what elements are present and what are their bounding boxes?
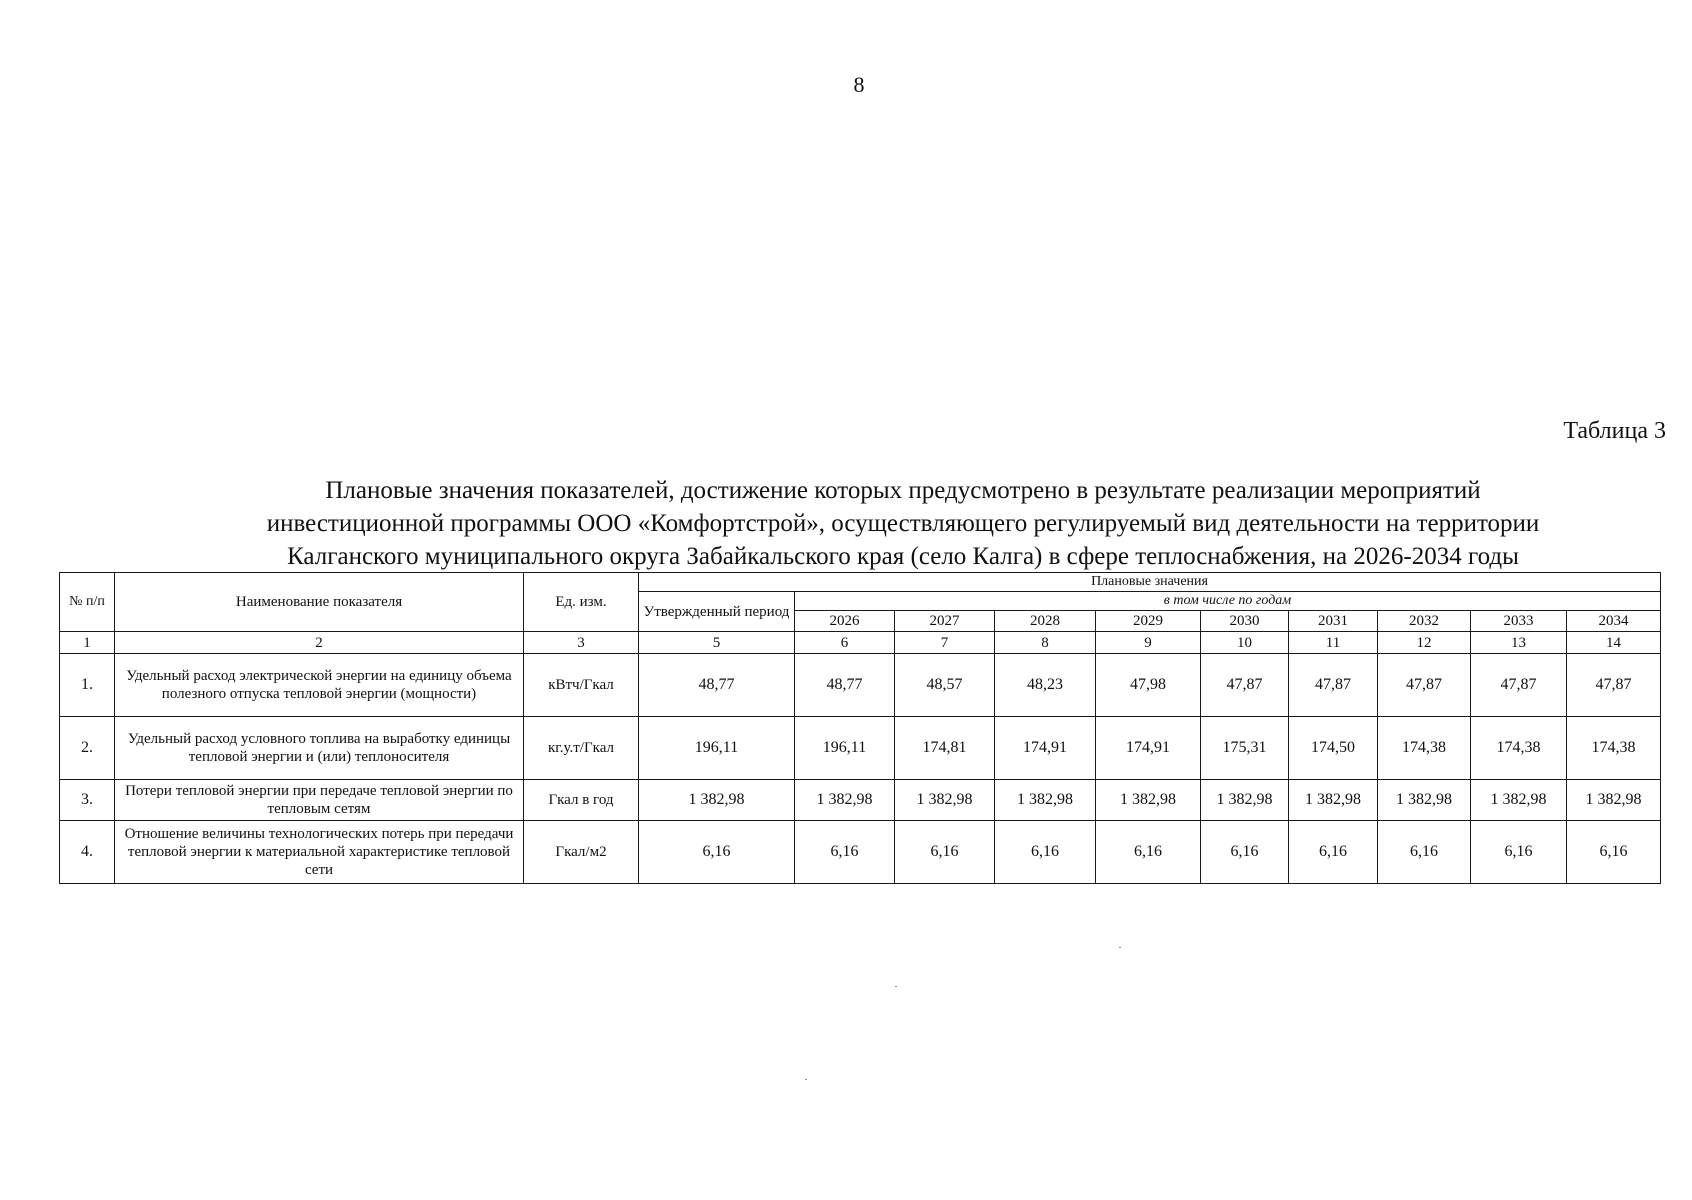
row-num: 1.: [60, 654, 115, 717]
column-number: 1: [60, 632, 115, 654]
indicator-name: Удельный расход электрической энергии на единицу объема полезного отпуска тепловой энергии (мощности): [115, 654, 524, 717]
year-value: 47,98: [1096, 654, 1201, 717]
year-value: 1 382,98: [795, 780, 895, 821]
year-value: 6,16: [1471, 821, 1567, 884]
year-value: 48,77: [795, 654, 895, 717]
table-row: [60, 654, 1661, 717]
year-value: 6,16: [1289, 821, 1378, 884]
year-value: 6,16: [1201, 821, 1289, 884]
header-year: 2030: [1201, 611, 1289, 632]
approved-value: 48,77: [639, 654, 795, 717]
table-label: Таблица 3: [1563, 418, 1666, 444]
year-value: 1 382,98: [995, 780, 1096, 821]
year-value: 6,16: [1096, 821, 1201, 884]
indicator-name: Удельный расход условного топлива на выработку единицы тепловой энергии и (или) теплоносителя: [115, 717, 524, 780]
year-value: 174,38: [1471, 717, 1567, 780]
year-value: 47,87: [1567, 654, 1661, 717]
row-num: 2.: [60, 717, 115, 780]
indicator-name: Отношение величины технологических потерь при передачи тепловой энергии к материальной характеристике тепловой сети: [115, 821, 524, 884]
row-num: 4.: [60, 821, 115, 884]
year-value: 47,87: [1378, 654, 1471, 717]
approved-value: 196,11: [639, 717, 795, 780]
indicator-unit: кг.у.т/Гкал: [524, 717, 639, 780]
year-value: 174,91: [1096, 717, 1201, 780]
column-number: 3: [524, 632, 639, 654]
approved-value: 6,16: [639, 821, 795, 884]
year-value: 1 382,98: [1567, 780, 1661, 821]
header-year: 2032: [1378, 611, 1471, 632]
header-year: 2027: [895, 611, 995, 632]
header-year: 2031: [1289, 611, 1378, 632]
header-unit: Ед. изм.: [524, 573, 639, 632]
year-value: 1 382,98: [1201, 780, 1289, 821]
page-number: 8: [853, 72, 865, 97]
column-number: 12: [1378, 632, 1471, 654]
year-value: 1 382,98: [1378, 780, 1471, 821]
year-value: 47,87: [1289, 654, 1378, 717]
column-number: 2: [115, 632, 524, 654]
header-year: 2033: [1471, 611, 1567, 632]
year-value: 174,38: [1378, 717, 1471, 780]
indicator-name: Потери тепловой энергии при передаче тепловой энергии по тепловым сетям: [115, 780, 524, 821]
header-approved: Утвержденный период: [639, 592, 795, 632]
year-value: 1 382,98: [1289, 780, 1378, 821]
column-number: 8: [995, 632, 1096, 654]
table-row: [60, 717, 1661, 780]
column-number: 6: [795, 632, 895, 654]
header-year: 2028: [995, 611, 1096, 632]
header-row: [60, 573, 1661, 592]
year-value: 47,87: [1471, 654, 1567, 717]
header-planned: Плановые значения: [639, 573, 1661, 592]
indicator-unit: Гкал/м2: [524, 821, 639, 884]
year-value: 1 382,98: [1096, 780, 1201, 821]
year-value: 1 382,98: [1471, 780, 1567, 821]
row-num: 3.: [60, 780, 115, 821]
header-by-years: в том числе по годам: [795, 592, 1661, 611]
header-year: 2029: [1096, 611, 1201, 632]
header-year: 2034: [1567, 611, 1661, 632]
title-line: Плановые значения показателей, достижение которых предусмотрено в результате реализации мероприятий: [325, 477, 1481, 504]
indicators-table: [59, 572, 1661, 884]
indicator-unit: кВтч/Гкал: [524, 654, 639, 717]
table-row: [60, 821, 1661, 884]
header-year: 2026: [795, 611, 895, 632]
year-value: 6,16: [1567, 821, 1661, 884]
year-value: 196,11: [795, 717, 895, 780]
document-title: [182, 474, 1624, 573]
year-value: 48,57: [895, 654, 995, 717]
year-value: 174,50: [1289, 717, 1378, 780]
year-value: 48,23: [995, 654, 1096, 717]
column-numbers-row: [60, 632, 1661, 654]
column-number: 10: [1201, 632, 1289, 654]
year-value: 174,91: [995, 717, 1096, 780]
header-num: № п/п: [60, 573, 115, 632]
year-value: 6,16: [895, 821, 995, 884]
column-number: 13: [1471, 632, 1567, 654]
column-number: 14: [1567, 632, 1661, 654]
year-value: 175,31: [1201, 717, 1289, 780]
title-line: инвестиционной программы ООО «Комфортстрой», осуществляющего регулируемый вид деятельности на территории: [266, 510, 1540, 537]
column-number: 11: [1289, 632, 1378, 654]
column-number: 7: [895, 632, 995, 654]
scan-speck: [805, 1079, 807, 1080]
scan-speck: [1119, 947, 1121, 948]
year-value: 174,81: [895, 717, 995, 780]
column-number: 5: [639, 632, 795, 654]
year-value: 174,38: [1567, 717, 1661, 780]
approved-value: 1 382,98: [639, 780, 795, 821]
year-value: 1 382,98: [895, 780, 995, 821]
header-name: Наименование показателя: [115, 573, 524, 632]
indicator-unit: Гкал в год: [524, 780, 639, 821]
year-value: 6,16: [1378, 821, 1471, 884]
column-number: 9: [1096, 632, 1201, 654]
year-value: 6,16: [795, 821, 895, 884]
title-line: Калганского муниципального округа Забайкальского края (село Калга) в сфере теплоснабжения, на 2026-2034 годы: [287, 543, 1519, 570]
year-value: 6,16: [995, 821, 1096, 884]
table-row: [60, 780, 1661, 821]
scan-speck: [895, 986, 897, 987]
year-value: 47,87: [1201, 654, 1289, 717]
